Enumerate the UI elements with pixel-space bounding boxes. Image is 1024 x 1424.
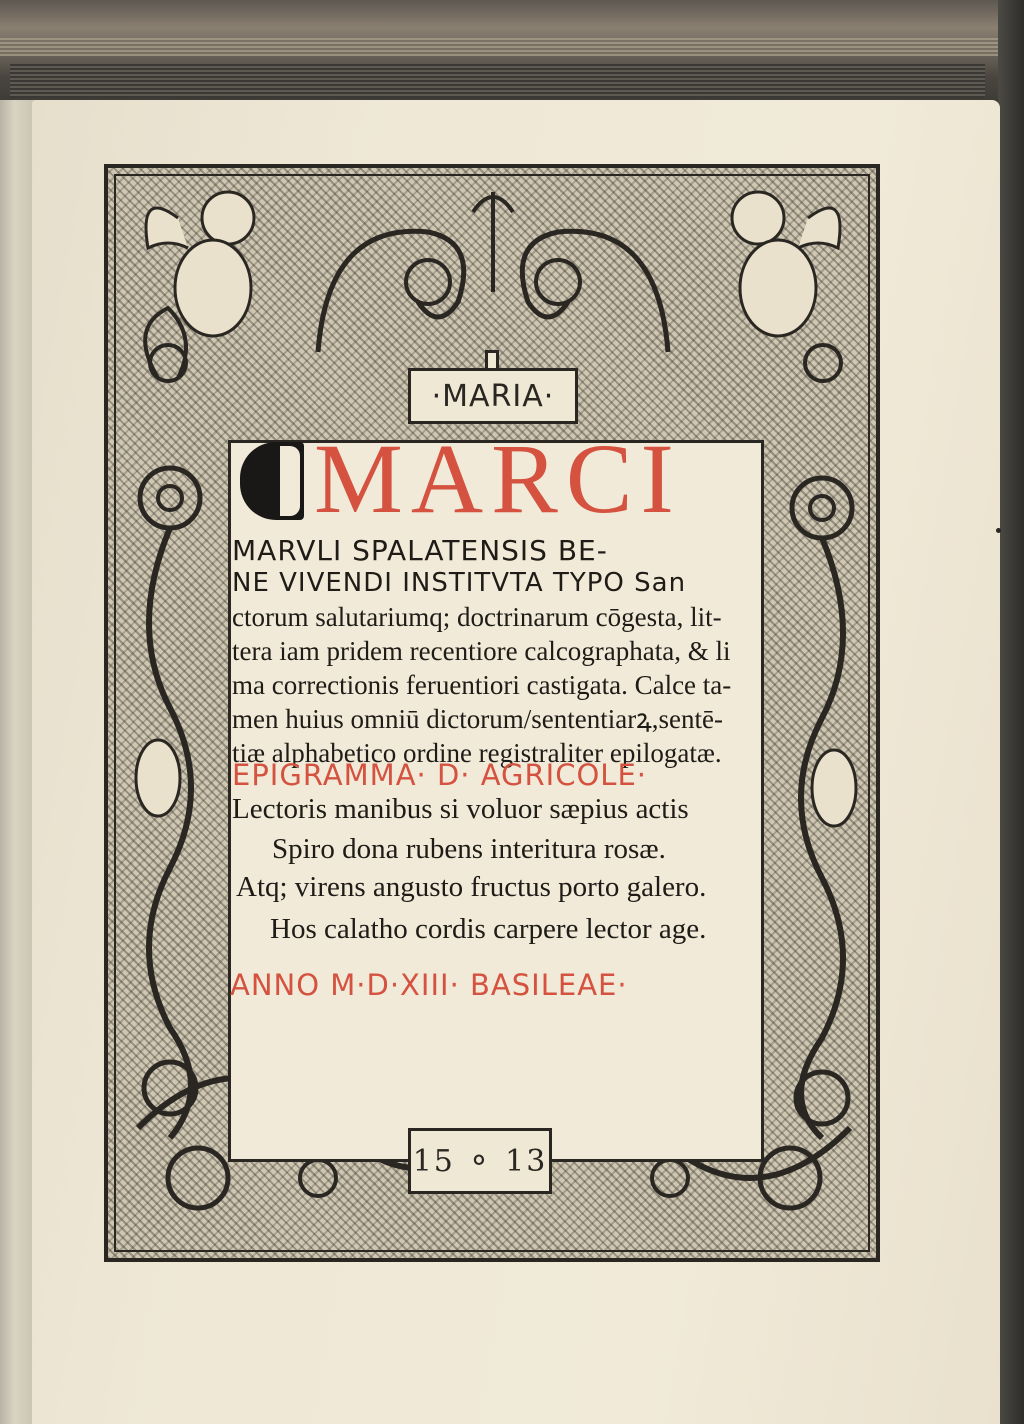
text-line-4: tera iam pridem recentiore calcographata, & li <box>232 636 731 666</box>
text-line-1: MARVLI SPALATENSIS BE‐ <box>232 534 608 567</box>
verse-3: Atq; virens angusto fructus porto galero. <box>236 871 707 903</box>
date-plaque: 15 ⚬ 13 <box>408 1128 552 1194</box>
imprint-line: ANNO M·D·XIII· BASILEAE· <box>230 968 628 1002</box>
verse-2: Spiro dona rubens interitura rosæ. <box>272 833 666 865</box>
cherub-left-ornament <box>118 178 308 418</box>
text-line-7: tiæ alphabetico ordine registraliter epilogatæ. <box>232 738 722 768</box>
title-marci: MARCI <box>314 423 682 534</box>
page-edges-top <box>0 38 1000 56</box>
dolphin-scroll-top <box>308 182 678 362</box>
verse-4: Hos calatho cordis carpere lector age. <box>270 913 707 945</box>
text-line-5: ma correctionis feruentiori castigata. Calce ta‐ <box>232 670 732 700</box>
verse-1: Lectoris manibus si voluor sæpius actis <box>232 793 689 825</box>
maria-plaque: ·MARIA· <box>408 368 578 424</box>
binding-strip-left <box>0 100 36 1424</box>
book-top-edge <box>0 0 1024 110</box>
book-spine-right <box>998 0 1024 1424</box>
epigram-heading: EPIGRAMMA· D· AGRICOLE· <box>232 758 648 792</box>
cherub-right-ornament <box>688 178 868 418</box>
text-line-3: ctorum salutariumq; doctrinarum cōgesta, lit‐ <box>232 602 722 632</box>
text-line-6: men huius omniū dictorum/sententiarꝝ,sentē‐ <box>232 704 724 734</box>
binding-edge <box>10 64 985 98</box>
text-line-2: NE VIVENDI INSTITVTA TYPO San <box>232 568 687 598</box>
decorated-initial <box>240 442 304 520</box>
stray-mark <box>996 528 1001 533</box>
